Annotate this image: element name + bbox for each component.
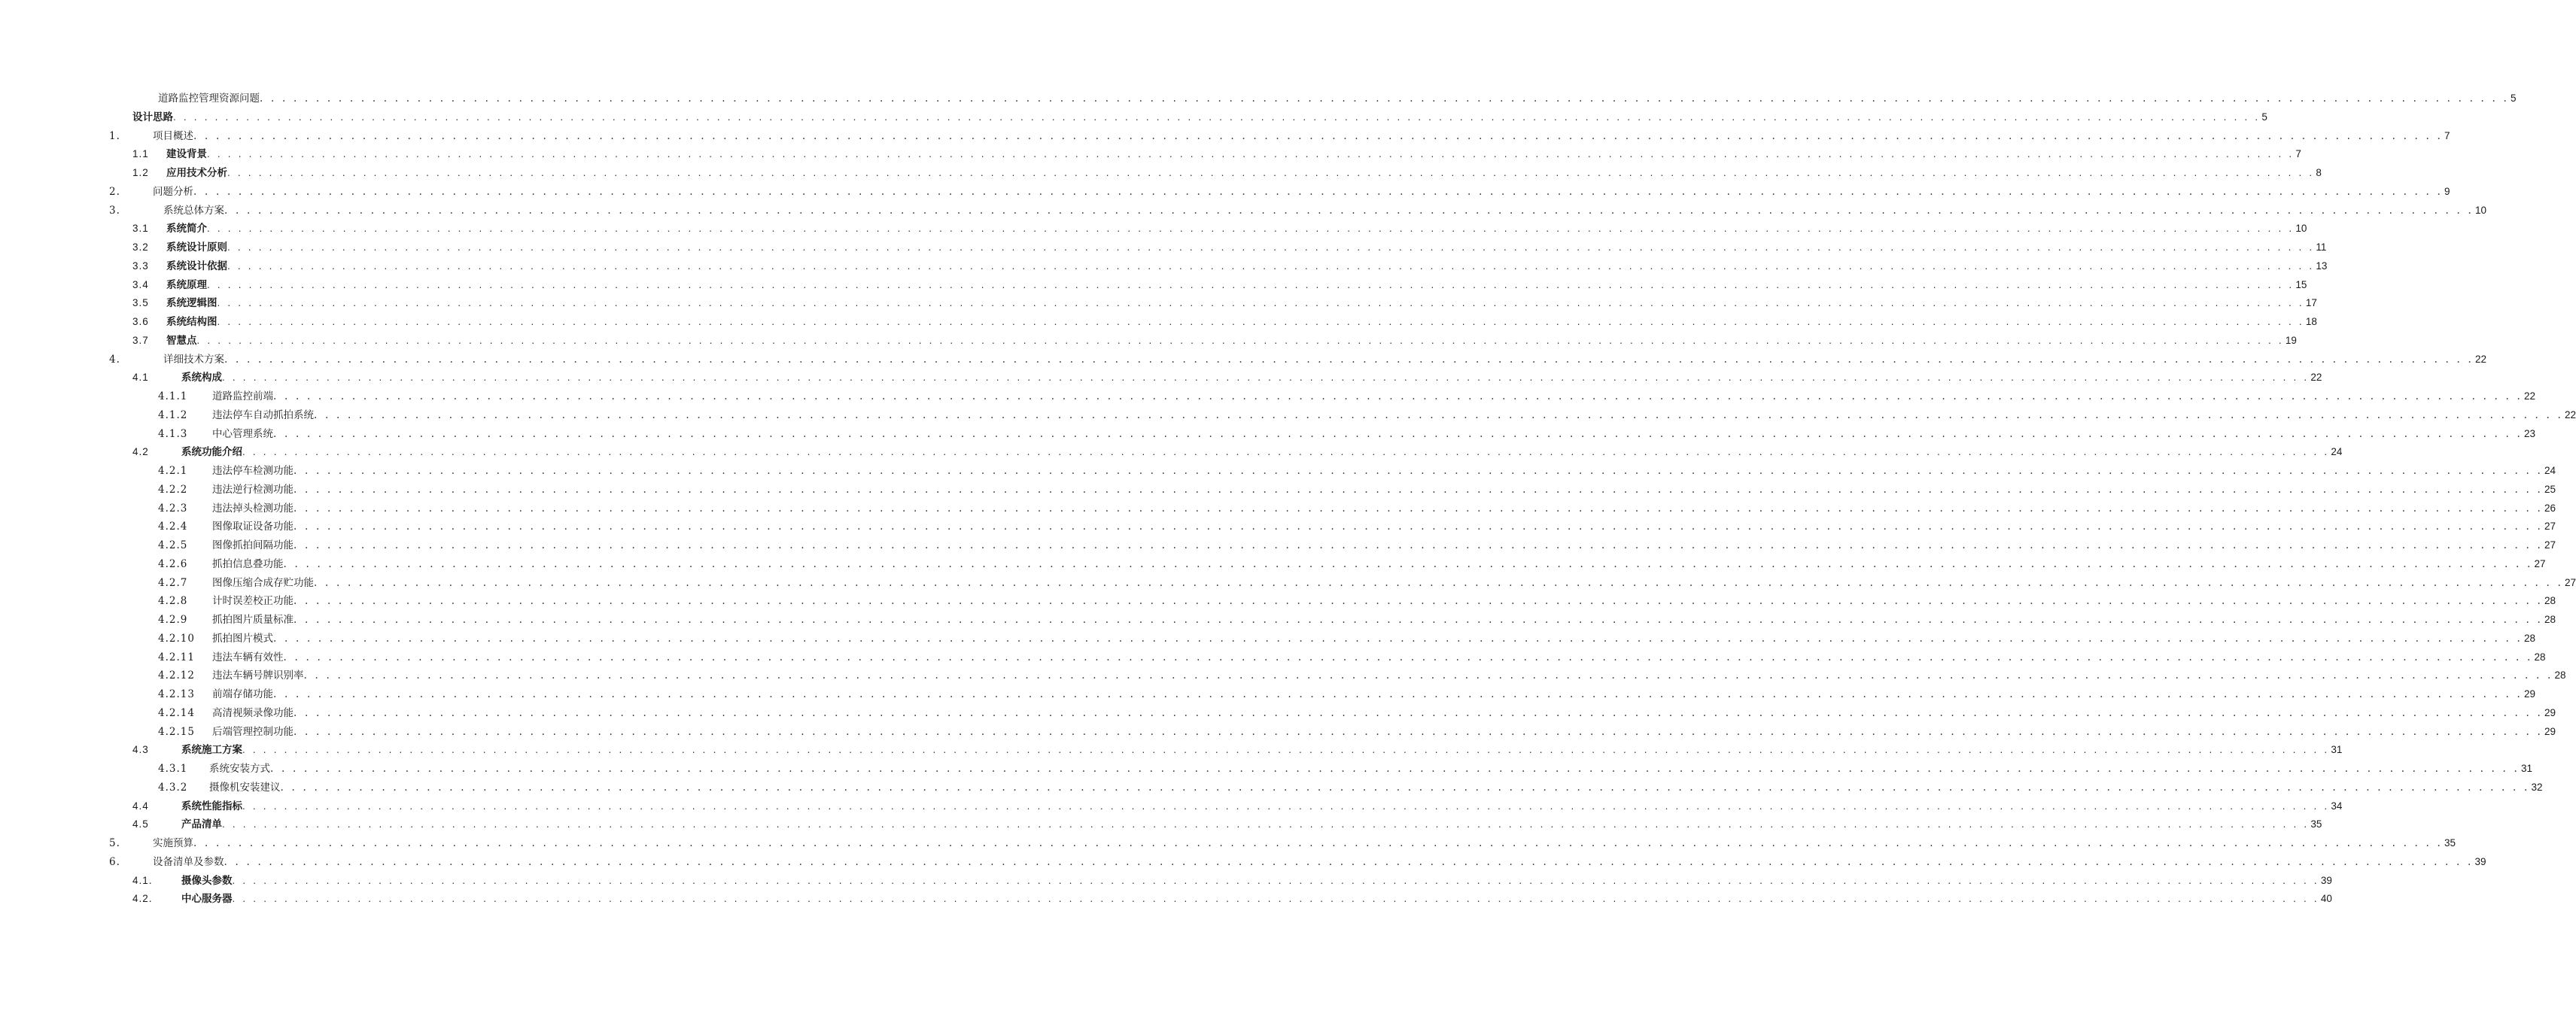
toc-entry-number: 4.1.3	[158, 427, 188, 440]
dot-leader: . . . . . . . . . . . . . . . . . . . . . . . . . . . . . . . . . . . . . . . . . . . . . . . . . . . . . . . . . . . . . . . . . . . . . . . . . . . . . . . . . . . . . . . . . . . . . . . . . . . . . . . . . . . . . . . . . . . . . . . . . . . . . . . . . . . . . . . . . . . . . . . . . . . . . . . . . . . . . . . . . . . . . . . . . . . . . . . . . . . . . . . . . . . . . . . . . . . . . . . .	[283, 651, 2533, 663]
toc-entry[interactable]	[158, 610, 2556, 627]
dot-leader: . . . . . . . . . . . . . . . . . . . . . . . . . . . . . . . . . . . . . . . . . . . . . . . . . . . . . . . . . . . . . . . . . . . . . . . . . . . . . . . . . . . . . . . . . . . . . . . . . . . . . . . . . . . . . . . . . . . . . . . . . . . . . . . . . . . . . . . . . . . . . . . . . . . . . . . . . . . . . . . . . . . . . . . . . . . . . . . . . . . . . . . . . . . . . . . . . . . . . . . .	[273, 688, 2523, 700]
toc-entry-title: 图像抓拍间隔功能	[212, 539, 293, 551]
toc-entry-title: 违法车辆号牌识别率	[212, 669, 304, 682]
toc-entry-number: 4.2.4	[158, 521, 188, 533]
toc-entry[interactable]	[132, 108, 2267, 124]
toc-entry-number: 3.6	[132, 316, 149, 327]
dot-leader: . . . . . . . . . . . . . . . . . . . . . . . . . . . . . . . . . . . . . . . . . . . . . . . . . . . . . . . . . . . . . . . . . . . . . . . . . . . . . . . . . . . . . . . . . . . . . . . . . . . . . . . . . . . . . . . . . . . . . . . . . . . . . . . . . . . . . . . . . . . . . . . . . . . . . . . . . . . . . . . . . . . . . . . . . . . . . . . . . . . . . . . . . . . . . . . . . . . . . . . .	[293, 725, 2544, 738]
toc-entry[interactable]	[132, 871, 2332, 888]
toc-entry-title: 违法车辆有效性	[212, 651, 284, 663]
toc-entry-page-number: 8	[2316, 167, 2322, 178]
toc-entry-number: 4.2.11	[158, 651, 195, 663]
dot-leader: . . . . . . . . . . . . . . . . . . . . . . . . . . . . . . . . . . . . . . . . . . . . . . . . . . . . . . . . . . . . . . . . . . . . . . . . . . . . . . . . . . . . . . . . . . . . . . . . . . . . . . . . . . . . . . . . . . . . . . . . . . . . . . . . . . . . . . . . . . . . . . . . . . . . . . . . . . . . . . . . . . . . . . . . . . . . . . . . . . . . . . . . . . . . . . . . . . . . . . . .	[207, 223, 2295, 235]
toc-entry-number: 5.	[109, 837, 120, 849]
toc-entry-number: 4.2.14	[158, 706, 195, 719]
dot-leader: . . . . . . . . . . . . . . . . . . . . . . . . . . . . . . . . . . . . . . . . . . . . . . . . . . . . . . . . . . . . . . . . . . . . . . . . . . . . . . . . . . . . . . . . . . . . . . . . . . . . . . . . . . . . . . . . . . . . . . . . . . . . . . . . . . . . . . . . . . . . . . . . . . . . . . . . . . . . . . . . . . . . . . . . . . . . . . . . . . . . . . . . . . . . . . . . . . . . . . . .	[227, 260, 2315, 272]
toc-entry[interactable]	[158, 685, 2536, 701]
toc-entry-title: 违法停车自动抓拍系统	[212, 408, 314, 421]
toc-entry-title: 项目概述	[153, 129, 193, 142]
toc-entry[interactable]	[158, 778, 2543, 794]
dot-leader: . . . . . . . . . . . . . . . . . . . . . . . . . . . . . . . . . . . . . . . . . . . . . . . . . . . . . . . . . . . . . . . . . . . . . . . . . . . . . . . . . . . . . . . . . . . . . . . . . . . . . . . . . . . . . . . . . . . . . . . . . . . . . . . . . . . . . . . . . . . . . . . . . . . . . . . . . . . . . . . . . . . . . . . . . . . . . . . . . . . . . . . . . . . . . . . . . . . . . . . .	[196, 334, 2284, 346]
toc-entry-number: 3.2	[132, 241, 149, 253]
toc-entry-number: 3.	[109, 204, 120, 217]
dot-leader: . . . . . . . . . . . . . . . . . . . . . . . . . . . . . . . . . . . . . . . . . . . . . . . . . . . . . . . . . . . . . . . . . . . . . . . . . . . . . . . . . . . . . . . . . . . . . . . . . . . . . . . . . . . . . . . . . . . . . . . . . . . . . . . . . . . . . . . . . . . . . . . . . . . . . . . . . . . . . . . . . . . . . . . . . . . . . . . . . . . . . . . . . . . . . . . . . . . . . . . .	[222, 818, 2310, 830]
toc-entry-page-number: 7	[2295, 148, 2301, 160]
toc-entry-number: 4.2.9	[158, 614, 188, 626]
toc-entry-page-number: 22	[2565, 408, 2576, 420]
dot-leader: . . . . . . . . . . . . . . . . . . . . . . . . . . . . . . . . . . . . . . . . . . . . . . . . . . . . . . . . . . . . . . . . . . . . . . . . . . . . . . . . . . . . . . . . . . . . . . . . . . . . . . . . . . . . . . . . . . . . . . . . . . . . . . . . . . . . . . . . . . . . . . . . . . . . . . . . . . . . . . . . . . . . . . . . . . . . . . . . . . . . . . . . . . . . . . . . . . . . . . . .	[193, 837, 2444, 849]
toc-entry[interactable]	[158, 703, 2556, 720]
toc-entry[interactable]	[158, 499, 2556, 515]
toc-entry-title: 系统简介	[166, 223, 207, 235]
toc-entry[interactable]	[158, 424, 2536, 441]
toc-entry-title: 道路监控管理资源问题	[158, 93, 260, 105]
toc-entry-title: 后端管理控制功能	[212, 725, 293, 738]
dot-leader: . . . . . . . . . . . . . . . . . . . . . . . . . . . . . . . . . . . . . . . . . . . . . . . . . . . . . . . . . . . . . . . . . . . . . . . . . . . . . . . . . . . . . . . . . . . . . . . . . . . . . . . . . . . . . . . . . . . . . . . . . . . . . . . . . . . . . . . . . . . . . . . . . . . . . . . . . . . . . . . . . . . . . . . . . . . . . . . . . . . . . . . . . . . . . . . . . . . . . . . .	[232, 874, 2319, 886]
toc-entry[interactable]	[158, 387, 2536, 403]
dot-leader: . . . . . . . . . . . . . . . . . . . . . . . . . . . . . . . . . . . . . . . . . . . . . . . . . . . . . . . . . . . . . . . . . . . . . . . . . . . . . . . . . . . . . . . . . . . . . . . . . . . . . . . . . . . . . . . . . . . . . . . . . . . . . . . . . . . . . . . . . . . . . . . . . . . . . . . . . . . . . . . . . . . . . . . . . . . . . . . . . . . . . . . . . . . . . . . . . . . . . . . .	[314, 408, 2564, 421]
toc-entry-title: 抓拍图片质量标准	[212, 614, 293, 626]
dot-leader: . . . . . . . . . . . . . . . . . . . . . . . . . . . . . . . . . . . . . . . . . . . . . . . . . . . . . . . . . . . . . . . . . . . . . . . . . . . . . . . . . . . . . . . . . . . . . . . . . . . . . . . . . . . . . . . . . . . . . . . . . . . . . . . . . . . . . . . . . . . . . . . . . . . . . . . . . . . . . . . . . . . . . . . . . . . . . . . . . . . . . . . . . . . . . . . . . . . . . . . .	[242, 446, 2330, 458]
toc-entry-page-number: 22	[2475, 353, 2487, 365]
dot-leader: . . . . . . . . . . . . . . . . . . . . . . . . . . . . . . . . . . . . . . . . . . . . . . . . . . . . . . . . . . . . . . . . . . . . . . . . . . . . . . . . . . . . . . . . . . . . . . . . . . . . . . . . . . . . . . . . . . . . . . . . . . . . . . . . . . . . . . . . . . . . . . . . . . . . . . . . . . . . . . . . . . . . . . . . . . . . . . . . . . . . . . . . . . . . . . . . . . . . . . . .	[293, 539, 2544, 551]
dot-leader: . . . . . . . . . . . . . . . . . . . . . . . . . . . . . . . . . . . . . . . . . . . . . . . . . . . . . . . . . . . . . . . . . . . . . . . . . . . . . . . . . . . . . . . . . . . . . . . . . . . . . . . . . . . . . . . . . . . . . . . . . . . . . . . . . . . . . . . . . . . . . . . . . . . . . . . . . . . . . . . . . . . . . . . . . . . . . . . . . . . . . . . . . . . . . . . . . . . . . . . .	[227, 167, 2315, 178]
dot-leader: . . . . . . . . . . . . . . . . . . . . . . . . . . . . . . . . . . . . . . . . . . . . . . . . . . . . . . . . . . . . . . . . . . . . . . . . . . . . . . . . . . . . . . . . . . . . . . . . . . . . . . . . . . . . . . . . . . . . . . . . . . . . . . . . . . . . . . . . . . . . . . . . . . . . . . . . . . . . . . . . . . . . . . . . . . . . . . . . . . . . . . . . . . . . . . . . . . . . . . . .	[273, 632, 2523, 645]
dot-leader: . . . . . . . . . . . . . . . . . . . . . . . . . . . . . . . . . . . . . . . . . . . . . . . . . . . . . . . . . . . . . . . . . . . . . . . . . . . . . . . . . . . . . . . . . . . . . . . . . . . . . . . . . . . . . . . . . . . . . . . . . . . . . . . . . . . . . . . . . . . . . . . . . . . . . . . . . . . . . . . . . . . . . . . . . . . . . . . . . . . . . . . . . . . . . . . . . . . . . . . .	[283, 557, 2533, 570]
toc-entry[interactable]	[158, 89, 2517, 105]
toc-entry-number: 6.	[109, 855, 120, 868]
toc-entry-title: 违法停车检测功能	[212, 465, 293, 477]
toc-entry-title: 前端存储功能	[212, 688, 273, 700]
toc-entry[interactable]	[158, 629, 2536, 645]
toc-entry-number: 1.2	[132, 167, 149, 178]
dot-leader: . . . . . . . . . . . . . . . . . . . . . . . . . . . . . . . . . . . . . . . . . . . . . . . . . . . . . . . . . . . . . . . . . . . . . . . . . . . . . . . . . . . . . . . . . . . . . . . . . . . . . . . . . . . . . . . . . . . . . . . . . . . . . . . . . . . . . . . . . . . . . . . . . . . . . . . . . . . . . . . . . . . . . . . . . . . . . . . . . . . . . . . . . . . . . . . . . . . . . . . .	[293, 614, 2544, 626]
toc-entry[interactable]	[109, 833, 2456, 850]
toc-entry-page-number: 31	[2521, 763, 2533, 774]
toc-entry-page-number: 28	[2534, 651, 2546, 663]
toc-entry-number: 4.3.1	[158, 763, 188, 775]
toc-entry-page-number: 27	[2544, 539, 2556, 551]
toc-entry-title: 系统构成	[181, 372, 222, 384]
toc-entry[interactable]	[158, 722, 2556, 739]
toc-entry[interactable]	[158, 573, 2576, 590]
toc-entry[interactable]	[132, 312, 2317, 329]
toc-entry[interactable]	[132, 275, 2307, 292]
toc-entry-page-number: 28	[2554, 669, 2566, 682]
toc-entry-title: 系统逻辑图	[166, 297, 217, 309]
toc-entry[interactable]	[132, 797, 2343, 813]
toc-entry[interactable]	[158, 480, 2556, 496]
toc-entry-page-number: 27	[2534, 557, 2546, 569]
dot-leader: . . . . . . . . . . . . . . . . . . . . . . . . . . . . . . . . . . . . . . . . . . . . . . . . . . . . . . . . . . . . . . . . . . . . . . . . . . . . . . . . . . . . . . . . . . . . . . . . . . . . . . . . . . . . . . . . . . . . . . . . . . . . . . . . . . . . . . . . . . . . . . . . . . . . . . . . . . . . . . . . . . . . . . . . . . . . . . . . . . . . . . . . . . . . . . . . . . . . . . . .	[242, 800, 2330, 812]
toc-entry-title: 智慧点	[166, 334, 197, 346]
toc-entry-number: 1.	[109, 129, 120, 142]
toc-entry-number: 4.2	[132, 446, 149, 458]
toc-entry-page-number: 18	[2305, 316, 2317, 327]
dot-leader: . . . . . . . . . . . . . . . . . . . . . . . . . . . . . . . . . . . . . . . . . . . . . . . . . . . . . . . . . . . . . . . . . . . . . . . . . . . . . . . . . . . . . . . . . . . . . . . . . . . . . . . . . . . . . . . . . . . . . . . . . . . . . . . . . . . . . . . . . . . . . . . . . . . . . . . . . . . . . . . . . . . . . . . . . . . . . . . . . . . . . . . . . . . . . . . . . . . . . . . .	[303, 669, 2553, 682]
toc-entry-page-number: 24	[2331, 446, 2343, 458]
toc-entry-number: 4.1.	[132, 874, 153, 886]
toc-entry-title: 系统性能指标	[181, 800, 242, 812]
dot-leader: . . . . . . . . . . . . . . . . . . . . . . . . . . . . . . . . . . . . . . . . . . . . . . . . . . . . . . . . . . . . . . . . . . . . . . . . . . . . . . . . . . . . . . . . . . . . . . . . . . . . . . . . . . . . . . . . . . . . . . . . . . . . . . . . . . . . . . . . . . . . . . . . . . . . . . . . . . . . . . . . . . . . . . . . . . . . . . . . . . . . . . . . . . . . . . . . . . . . . . . .	[207, 278, 2295, 290]
toc-entry-number: 3.5	[132, 297, 149, 309]
toc-entry-title: 系统设计依据	[166, 260, 227, 272]
toc-entry-number: 2.	[109, 185, 120, 198]
toc-entry-page-number: 40	[2320, 893, 2332, 905]
toc-entry-page-number: 28	[2544, 595, 2556, 607]
toc-entry-title: 系统结构图	[166, 316, 217, 327]
toc-entry-number: 4.2.3	[158, 502, 188, 515]
toc-entry-page-number: 27	[2565, 576, 2576, 588]
toc-entry-title: 系统功能介绍	[181, 446, 242, 458]
toc-entry-number: 4.2.6	[158, 557, 188, 570]
dot-leader: . . . . . . . . . . . . . . . . . . . . . . . . . . . . . . . . . . . . . . . . . . . . . . . . . . . . . . . . . . . . . . . . . . . . . . . . . . . . . . . . . . . . . . . . . . . . . . . . . . . . . . . . . . . . . . . . . . . . . . . . . . . . . . . . . . . . . . . . . . . . . . . . . . . . . . . . . . . . . . . . . . . . . . . . . . . . . . . . . . . . . . . . . . . . . . . . . . . . . . . .	[293, 521, 2544, 533]
toc-entry-page-number: 7	[2444, 129, 2450, 141]
toc-entry-number: 3.4	[132, 278, 149, 290]
dot-leader: . . . . . . . . . . . . . . . . . . . . . . . . . . . . . . . . . . . . . . . . . . . . . . . . . . . . . . . . . . . . . . . . . . . . . . . . . . . . . . . . . . . . . . . . . . . . . . . . . . . . . . . . . . . . . . . . . . . . . . . . . . . . . . . . . . . . . . . . . . . . . . . . . . . . . . . . . . . . . . . . . . . . . . . . . . . . . . . . . . . . . . . . . . . . . . . . . . . . . . . .	[260, 93, 2510, 105]
toc-entry[interactable]	[132, 163, 2322, 180]
toc-entry[interactable]	[109, 126, 2450, 143]
toc-entry[interactable]	[109, 852, 2486, 869]
dot-leader: . . . . . . . . . . . . . . . . . . . . . . . . . . . . . . . . . . . . . . . . . . . . . . . . . . . . . . . . . . . . . . . . . . . . . . . . . . . . . . . . . . . . . . . . . . . . . . . . . . . . . . . . . . . . . . . . . . . . . . . . . . . . . . . . . . . . . . . . . . . . . . . . . . . . . . . . . . . . . . . . . . . . . . . . . . . . . . . . . . . . . . . . . . . . . . . . . . . . . . . .	[232, 893, 2319, 905]
toc-entry[interactable]	[158, 591, 2556, 608]
toc-entry[interactable]	[158, 554, 2546, 571]
toc-entry-number: 4.	[109, 353, 120, 366]
toc-entry-page-number: 29	[2544, 725, 2556, 737]
toc-entry[interactable]	[132, 293, 2317, 310]
dot-leader: . . . . . . . . . . . . . . . . . . . . . . . . . . . . . . . . . . . . . . . . . . . . . . . . . . . . . . . . . . . . . . . . . . . . . . . . . . . . . . . . . . . . . . . . . . . . . . . . . . . . . . . . . . . . . . . . . . . . . . . . . . . . . . . . . . . . . . . . . . . . . . . . . . . . . . . . . . . . . . . . . . . . . . . . . . . . . . . . . . . . . . . . . . . . . . . . . . . . . . . .	[224, 353, 2474, 366]
toc-entry-page-number: 34	[2331, 800, 2343, 812]
toc-entry-page-number: 25	[2544, 483, 2556, 495]
toc-entry-number: 4.3.2	[158, 781, 188, 794]
toc-entry-title: 应用技术分析	[166, 167, 227, 178]
toc-entry-number: 1.1	[132, 148, 149, 160]
dot-leader: . . . . . . . . . . . . . . . . . . . . . . . . . . . . . . . . . . . . . . . . . . . . . . . . . . . . . . . . . . . . . . . . . . . . . . . . . . . . . . . . . . . . . . . . . . . . . . . . . . . . . . . . . . . . . . . . . . . . . . . . . . . . . . . . . . . . . . . . . . . . . . . . . . . . . . . . . . . . . . . . . . . . . . . . . . . . . . . . . . . . . . . . . . . . . . . . . . . . . . . .	[217, 297, 2304, 309]
toc-entry-number: 4.1	[132, 372, 149, 384]
dot-leader: . . . . . . . . . . . . . . . . . . . . . . . . . . . . . . . . . . . . . . . . . . . . . . . . . . . . . . . . . . . . . . . . . . . . . . . . . . . . . . . . . . . . . . . . . . . . . . . . . . . . . . . . . . . . . . . . . . . . . . . . . . . . . . . . . . . . . . . . . . . . . . . . . . . . . . . . . . . . . . . . . . . . . . . . . . . . . . . . . . . . . . . . . . . . . . . . . . . . . . . .	[280, 781, 2530, 794]
dot-leader: . . . . . . . . . . . . . . . . . . . . . . . . . . . . . . . . . . . . . . . . . . . . . . . . . . . . . . . . . . . . . . . . . . . . . . . . . . . . . . . . . . . . . . . . . . . . . . . . . . . . . . . . . . . . . . . . . . . . . . . . . . . . . . . . . . . . . . . . . . . . . . . . . . . . . . . . . . . . . . . . . . . . . . . . . . . . . . . . . . . . . . . . . . . . . . . . . . . . . . . .	[293, 502, 2544, 515]
toc-entry-number: 4.2.13	[158, 688, 195, 700]
dot-leader: . . . . . . . . . . . . . . . . . . . . . . . . . . . . . . . . . . . . . . . . . . . . . . . . . . . . . . . . . . . . . . . . . . . . . . . . . . . . . . . . . . . . . . . . . . . . . . . . . . . . . . . . . . . . . . . . . . . . . . . . . . . . . . . . . . . . . . . . . . . . . . . . . . . . . . . . . . . . . . . . . . . . . . . . . . . . . . . . . . . . . . . . . . . . . . . . . . . . . . . .	[193, 185, 2444, 198]
toc-entry[interactable]	[132, 442, 2343, 459]
toc-entry-page-number: 5	[2511, 93, 2517, 104]
toc-entry-page-number: 32	[2531, 781, 2543, 793]
toc-entry-number: 3.3	[132, 260, 149, 272]
toc-entry-number: 4.2.2	[158, 483, 188, 496]
toc-entry-page-number: 35	[2444, 837, 2456, 849]
toc-entry-page-number: 10	[2295, 223, 2307, 235]
toc-entry[interactable]	[132, 815, 2322, 831]
toc-entry-title: 摄像机安装建议	[209, 781, 281, 794]
dot-leader: . . . . . . . . . . . . . . . . . . . . . . . . . . . . . . . . . . . . . . . . . . . . . . . . . . . . . . . . . . . . . . . . . . . . . . . . . . . . . . . . . . . . . . . . . . . . . . . . . . . . . . . . . . . . . . . . . . . . . . . . . . . . . . . . . . . . . . . . . . . . . . . . . . . . . . . . . . . . . . . . . . . . . . . . . . . . . . . . . . . . . . . . . . . . . . . . . . . . . . . .	[273, 390, 2523, 402]
toc-entry[interactable]	[132, 331, 2297, 348]
toc-entry-title: 系统安装方式	[209, 763, 270, 775]
toc-entry-number: 3.7	[132, 334, 149, 346]
toc-entry-title: 系统总体方案	[163, 204, 224, 217]
toc-entry-title: 中心服务器	[181, 893, 233, 905]
toc-entry-number: 4.2.10	[158, 632, 195, 645]
dot-leader: . . . . . . . . . . . . . . . . . . . . . . . . . . . . . . . . . . . . . . . . . . . . . . . . . . . . . . . . . . . . . . . . . . . . . . . . . . . . . . . . . . . . . . . . . . . . . . . . . . . . . . . . . . . . . . . . . . . . . . . . . . . . . . . . . . . . . . . . . . . . . . . . . . . . . . . . . . . . . . . . . . . . . . . . . . . . . . . . . . . . . . . . . . . . . . . . . . . . . . . .	[227, 241, 2315, 253]
toc-entry[interactable]	[158, 759, 2533, 776]
dot-leader: . . . . . . . . . . . . . . . . . . . . . . . . . . . . . . . . . . . . . . . . . . . . . . . . . . . . . . . . . . . . . . . . . . . . . . . . . . . . . . . . . . . . . . . . . . . . . . . . . . . . . . . . . . . . . . . . . . . . . . . . . . . . . . . . . . . . . . . . . . . . . . . . . . . . . . . . . . . . . . . . . . . . . . . . . . . . . . . . . . . . . . . . . . . . . . . . . . . . . . . .	[270, 763, 2520, 775]
toc-entry[interactable]	[132, 740, 2343, 757]
toc-entry-page-number: 28	[2524, 632, 2536, 644]
toc-entry[interactable]	[158, 517, 2556, 533]
toc-entry[interactable]	[132, 889, 2332, 906]
toc-entry[interactable]	[158, 461, 2556, 478]
toc-entry-page-number: 27	[2544, 521, 2556, 533]
dot-leader: . . . . . . . . . . . . . . . . . . . . . . . . . . . . . . . . . . . . . . . . . . . . . . . . . . . . . . . . . . . . . . . . . . . . . . . . . . . . . . . . . . . . . . . . . . . . . . . . . . . . . . . . . . . . . . . . . . . . . . . . . . . . . . . . . . . . . . . . . . . . . . . . . . . . . . . . . . . . . . . . . . . . . . . . . . . . . . . . . . . . . . . . . . . . . . . . . . . . . . . .	[217, 316, 2304, 327]
toc-entry-page-number: 31	[2331, 744, 2343, 756]
toc-entry-page-number: 11	[2316, 241, 2327, 253]
toc-entry-number: 3.1	[132, 223, 149, 235]
toc-entry[interactable]	[158, 648, 2546, 664]
toc-entry[interactable]	[158, 405, 2576, 422]
toc-entry-title: 中心管理系统	[212, 427, 273, 440]
toc-entry-page-number: 24	[2544, 465, 2556, 476]
toc-entry[interactable]	[132, 219, 2307, 235]
toc-entry-page-number: 17	[2305, 297, 2317, 309]
dot-leader: . . . . . . . . . . . . . . . . . . . . . . . . . . . . . . . . . . . . . . . . . . . . . . . . . . . . . . . . . . . . . . . . . . . . . . . . . . . . . . . . . . . . . . . . . . . . . . . . . . . . . . . . . . . . . . . . . . . . . . . . . . . . . . . . . . . . . . . . . . . . . . . . . . . . . . . . . . . . . . . . . . . . . . . . . . . . . . . . . . . . . . . . . . . . . . . . . . . . . . . .	[293, 706, 2544, 719]
toc-entry[interactable]	[158, 666, 2566, 682]
toc-entry-title: 图像取证设备功能	[212, 521, 293, 533]
toc-entry-number: 4.5	[132, 818, 149, 830]
toc-entry-title: 系统原理	[166, 278, 207, 290]
toc-entry-title: 产品清单	[181, 818, 222, 830]
dot-leader: . . . . . . . . . . . . . . . . . . . . . . . . . . . . . . . . . . . . . . . . . . . . . . . . . . . . . . . . . . . . . . . . . . . . . . . . . . . . . . . . . . . . . . . . . . . . . . . . . . . . . . . . . . . . . . . . . . . . . . . . . . . . . . . . . . . . . . . . . . . . . . . . . . . . . . . . . . . . . . . . . . . . . . . . . . . . . . . . . . . . . . . . . . . . . . . . . . . . . . . .	[293, 483, 2544, 496]
toc-entry-number: 4.1.1	[158, 390, 188, 402]
toc-entry-number: 4.2.5	[158, 539, 188, 551]
toc-entry-page-number: 26	[2544, 502, 2556, 514]
dot-leader: . . . . . . . . . . . . . . . . . . . . . . . . . . . . . . . . . . . . . . . . . . . . . . . . . . . . . . . . . . . . . . . . . . . . . . . . . . . . . . . . . . . . . . . . . . . . . . . . . . . . . . . . . . . . . . . . . . . . . . . . . . . . . . . . . . . . . . . . . . . . . . . . . . . . . . . . . . . . . . . . . . . . . . . . . . . . . . . . . . . . . . . . . . . . . . . . . . . . . . . .	[224, 855, 2474, 868]
toc-entry-title: 计时误差校正功能	[212, 595, 293, 608]
toc-entry-title: 道路监控前端	[212, 390, 273, 402]
toc-entry-number: 4.2.15	[158, 725, 195, 738]
toc-entry-title: 详细技术方案	[163, 353, 224, 366]
dot-leader: . . . . . . . . . . . . . . . . . . . . . . . . . . . . . . . . . . . . . . . . . . . . . . . . . . . . . . . . . . . . . . . . . . . . . . . . . . . . . . . . . . . . . . . . . . . . . . . . . . . . . . . . . . . . . . . . . . . . . . . . . . . . . . . . . . . . . . . . . . . . . . . . . . . . . . . . . . . . . . . . . . . . . . . . . . . . . . . . . . . . . . . . . . . . . . . . . . . . . . . .	[293, 595, 2544, 608]
toc-entry-page-number: 5	[2261, 111, 2267, 123]
toc-entry-number: 4.2.12	[158, 669, 195, 682]
toc-entry-title: 问题分析	[153, 185, 193, 198]
toc-entry-page-number: 35	[2310, 818, 2322, 830]
toc-entry-title: 系统施工方案	[181, 744, 242, 756]
dot-leader: . . . . . . . . . . . . . . . . . . . . . . . . . . . . . . . . . . . . . . . . . . . . . . . . . . . . . . . . . . . . . . . . . . . . . . . . . . . . . . . . . . . . . . . . . . . . . . . . . . . . . . . . . . . . . . . . . . . . . . . . . . . . . . . . . . . . . . . . . . . . . . . . . . . . . . . . . . . . . . . . . . . . . . . . . . . . . . . . . . . . . . . . . . . . . . . . . . . . . . . .	[224, 204, 2474, 217]
toc-entry-page-number: 13	[2316, 260, 2328, 272]
toc-entry-title: 高清视频录像功能	[212, 706, 293, 719]
toc-entry-title: 抓拍图片模式	[212, 632, 273, 645]
toc-entry-page-number: 28	[2544, 614, 2556, 625]
dot-leader: . . . . . . . . . . . . . . . . . . . . . . . . . . . . . . . . . . . . . . . . . . . . . . . . . . . . . . . . . . . . . . . . . . . . . . . . . . . . . . . . . . . . . . . . . . . . . . . . . . . . . . . . . . . . . . . . . . . . . . . . . . . . . . . . . . . . . . . . . . . . . . . . . . . . . . . . . . . . . . . . . . . . . . . . . . . . . . . . . . . . . . . . . . . . . . . . . . . . . . . .	[293, 465, 2544, 477]
toc-entry-page-number: 39	[2320, 874, 2332, 886]
toc-entry-page-number: 15	[2295, 278, 2307, 290]
toc-entry[interactable]	[158, 536, 2556, 552]
toc-entry-page-number: 9	[2444, 185, 2450, 197]
toc-entry-title: 设计思路	[132, 111, 173, 123]
toc-entry-page-number: 23	[2524, 427, 2536, 439]
toc-entry-page-number: 22	[2310, 372, 2322, 384]
toc-entry[interactable]	[109, 201, 2487, 217]
dot-leader: . . . . . . . . . . . . . . . . . . . . . . . . . . . . . . . . . . . . . . . . . . . . . . . . . . . . . . . . . . . . . . . . . . . . . . . . . . . . . . . . . . . . . . . . . . . . . . . . . . . . . . . . . . . . . . . . . . . . . . . . . . . . . . . . . . . . . . . . . . . . . . . . . . . . . . . . . . . . . . . . . . . . . . . . . . . . . . . . . . . . . . . . . . . . . . . . . . . . . . . .	[222, 372, 2310, 384]
toc-entry-number: 4.4	[132, 800, 149, 812]
toc-entry-title: 实施预算	[153, 837, 193, 849]
toc-entry-number: 4.2.7	[158, 576, 188, 589]
toc-entry-page-number: 39	[2474, 855, 2486, 867]
dot-leader: . . . . . . . . . . . . . . . . . . . . . . . . . . . . . . . . . . . . . . . . . . . . . . . . . . . . . . . . . . . . . . . . . . . . . . . . . . . . . . . . . . . . . . . . . . . . . . . . . . . . . . . . . . . . . . . . . . . . . . . . . . . . . . . . . . . . . . . . . . . . . . . . . . . . . . . . . . . . . . . . . . . . . . . . . . . . . . . . . . . . . . . . . . . . . . . . . . . . . . . .	[173, 111, 2261, 123]
toc-entry[interactable]	[109, 350, 2487, 366]
toc-entry-title: 抓拍信息叠功能	[212, 557, 284, 570]
toc-entry-page-number: 19	[2285, 334, 2297, 346]
toc-entry-number: 4.2.8	[158, 595, 188, 608]
dot-leader: . . . . . . . . . . . . . . . . . . . . . . . . . . . . . . . . . . . . . . . . . . . . . . . . . . . . . . . . . . . . . . . . . . . . . . . . . . . . . . . . . . . . . . . . . . . . . . . . . . . . . . . . . . . . . . . . . . . . . . . . . . . . . . . . . . . . . . . . . . . . . . . . . . . . . . . . . . . . . . . . . . . . . . . . . . . . . . . . . . . . . . . . . . . . . . . . . . . . . . . .	[314, 576, 2564, 589]
dot-leader: . . . . . . . . . . . . . . . . . . . . . . . . . . . . . . . . . . . . . . . . . . . . . . . . . . . . . . . . . . . . . . . . . . . . . . . . . . . . . . . . . . . . . . . . . . . . . . . . . . . . . . . . . . . . . . . . . . . . . . . . . . . . . . . . . . . . . . . . . . . . . . . . . . . . . . . . . . . . . . . . . . . . . . . . . . . . . . . . . . . . . . . . . . . . . . . . . . . . . . . .	[193, 129, 2444, 142]
toc-entry-title: 违法逆行检测功能	[212, 483, 293, 496]
toc-entry-page-number: 22	[2524, 390, 2536, 402]
toc-entry[interactable]	[132, 257, 2328, 273]
dot-leader: . . . . . . . . . . . . . . . . . . . . . . . . . . . . . . . . . . . . . . . . . . . . . . . . . . . . . . . . . . . . . . . . . . . . . . . . . . . . . . . . . . . . . . . . . . . . . . . . . . . . . . . . . . . . . . . . . . . . . . . . . . . . . . . . . . . . . . . . . . . . . . . . . . . . . . . . . . . . . . . . . . . . . . . . . . . . . . . . . . . . . . . . . . . . . . . . . . . . . . . .	[273, 427, 2523, 440]
toc-entry-number: 4.2.1	[158, 465, 188, 477]
toc-entry-title: 设备清单及参数	[153, 855, 224, 868]
toc-entry-page-number: 29	[2524, 688, 2536, 700]
toc-entry-page-number: 10	[2475, 204, 2487, 216]
toc-entry-page-number: 29	[2544, 706, 2556, 718]
toc-entry[interactable]	[132, 238, 2327, 254]
toc-entry[interactable]	[109, 182, 2450, 199]
toc-entry-title: 图像压缩合成存贮功能	[212, 576, 314, 589]
toc-entry-title: 摄像头参数	[181, 874, 233, 886]
toc-entry-title: 系统设计原则	[166, 241, 227, 253]
dot-leader: . . . . . . . . . . . . . . . . . . . . . . . . . . . . . . . . . . . . . . . . . . . . . . . . . . . . . . . . . . . . . . . . . . . . . . . . . . . . . . . . . . . . . . . . . . . . . . . . . . . . . . . . . . . . . . . . . . . . . . . . . . . . . . . . . . . . . . . . . . . . . . . . . . . . . . . . . . . . . . . . . . . . . . . . . . . . . . . . . . . . . . . . . . . . . . . . . . . . . . . .	[207, 148, 2295, 160]
toc-entry-number: 4.1.2	[158, 408, 188, 421]
toc-entry[interactable]	[132, 144, 2301, 161]
dot-leader: . . . . . . . . . . . . . . . . . . . . . . . . . . . . . . . . . . . . . . . . . . . . . . . . . . . . . . . . . . . . . . . . . . . . . . . . . . . . . . . . . . . . . . . . . . . . . . . . . . . . . . . . . . . . . . . . . . . . . . . . . . . . . . . . . . . . . . . . . . . . . . . . . . . . . . . . . . . . . . . . . . . . . . . . . . . . . . . . . . . . . . . . . . . . . . . . . . . . . . . .	[242, 744, 2330, 756]
toc-entry-number: 4.2.	[132, 893, 153, 905]
toc-entry-number: 4.3	[132, 744, 149, 756]
toc-entry[interactable]	[132, 368, 2322, 384]
toc-entry-title: 违法掉头检测功能	[212, 502, 293, 515]
toc-entry-title: 建设背景	[166, 148, 207, 160]
